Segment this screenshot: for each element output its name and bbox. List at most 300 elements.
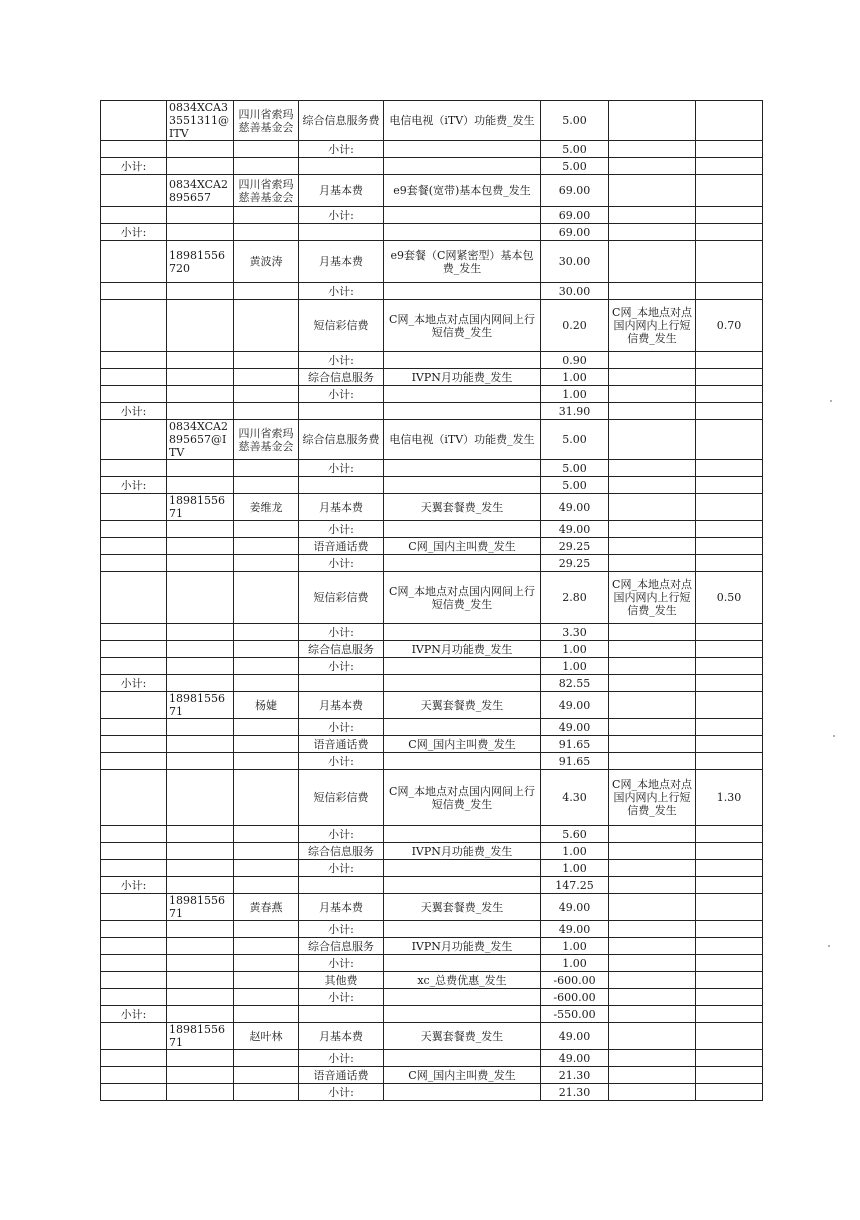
customer-name-cell (234, 555, 299, 572)
fee-item-cell (384, 460, 541, 477)
fee-type-cell: 小计: (299, 753, 384, 770)
subtotal-cell (101, 826, 167, 843)
account-cell (167, 736, 234, 753)
extra-amount-cell (696, 826, 763, 843)
fee-type-cell: 短信彩信费 (299, 770, 384, 826)
fee-item-cell (384, 403, 541, 420)
account-cell (167, 141, 234, 158)
subtotal-cell (101, 972, 167, 989)
table-body (101, 101, 763, 1101)
extra-item-cell (609, 736, 696, 753)
customer-name-cell (234, 1067, 299, 1084)
amount-cell: 1.00 (541, 641, 609, 658)
table-row (101, 538, 763, 555)
amount-cell: 49.00 (541, 494, 609, 521)
extra-amount-cell (696, 921, 763, 938)
fee-type-cell: 语音通话费 (299, 1067, 384, 1084)
extra-item-cell (609, 538, 696, 555)
amount-cell: 1.00 (541, 658, 609, 675)
fee-type-cell: 月基本费 (299, 494, 384, 521)
account-cell (167, 972, 234, 989)
table-row (101, 555, 763, 572)
amount-cell: 91.65 (541, 736, 609, 753)
fee-item-cell (384, 1084, 541, 1101)
account-cell (167, 460, 234, 477)
customer-name-cell (234, 141, 299, 158)
amount-cell: 0.20 (541, 300, 609, 352)
fee-item-cell: C网_本地点对点国内网间上行短信费_发生 (384, 770, 541, 826)
extra-amount-cell (696, 860, 763, 877)
extra-item-cell (609, 894, 696, 921)
extra-amount-cell (696, 736, 763, 753)
fee-type-cell: 语音通话费 (299, 538, 384, 555)
customer-name-cell (234, 158, 299, 175)
customer-name-cell (234, 572, 299, 624)
fee-item-cell: C网_本地点对点国内网间上行短信费_发生 (384, 300, 541, 352)
fee-type-cell: 小计: (299, 624, 384, 641)
fee-type-cell: 综合信息服务费 (299, 420, 384, 460)
subtotal-cell: 小计: (101, 877, 167, 894)
subtotal-cell (101, 938, 167, 955)
account-cell: 0834XCA2895657 (167, 175, 234, 207)
extra-item-cell (609, 624, 696, 641)
extra-item-cell (609, 826, 696, 843)
fee-type-cell: 小计: (299, 860, 384, 877)
table-row (101, 101, 763, 141)
subtotal-cell (101, 736, 167, 753)
table-row (101, 641, 763, 658)
fee-type-cell: 小计: (299, 283, 384, 300)
table-row (101, 877, 763, 894)
extra-amount-cell (696, 352, 763, 369)
subtotal-cell (101, 420, 167, 460)
table-row (101, 572, 763, 624)
table-row (101, 1050, 763, 1067)
account-cell (167, 224, 234, 241)
account-cell: 1898155671 (167, 692, 234, 719)
extra-item-cell (609, 719, 696, 736)
account-cell (167, 521, 234, 538)
extra-item-cell (609, 1050, 696, 1067)
extra-item-cell (609, 955, 696, 972)
account-cell (167, 207, 234, 224)
subtotal-cell: 小计: (101, 158, 167, 175)
extra-amount-cell (696, 938, 763, 955)
extra-amount-cell (696, 1050, 763, 1067)
amount-cell: -600.00 (541, 989, 609, 1006)
extra-item-cell (609, 843, 696, 860)
subtotal-cell (101, 572, 167, 624)
subtotal-cell (101, 300, 167, 352)
extra-amount-cell (696, 460, 763, 477)
fee-item-cell (384, 555, 541, 572)
amount-cell: 69.00 (541, 224, 609, 241)
table-row (101, 386, 763, 403)
fee-item-cell: C网_国内主叫费_发生 (384, 1067, 541, 1084)
account-cell (167, 158, 234, 175)
table-row (101, 860, 763, 877)
table-row (101, 241, 763, 283)
fee-type-cell: 月基本费 (299, 692, 384, 719)
extra-item-cell (609, 460, 696, 477)
fee-item-cell: e9套餐（C网紧密型）基本包费_发生 (384, 241, 541, 283)
extra-item-cell: C网_本地点对点国内网内上行短信费_发生 (609, 300, 696, 352)
fee-type-cell: 短信彩信费 (299, 572, 384, 624)
subtotal-cell (101, 641, 167, 658)
fee-type-cell: 综合信息服务 (299, 843, 384, 860)
subtotal-cell: 小计: (101, 477, 167, 494)
amount-cell: 49.00 (541, 1023, 609, 1050)
extra-amount-cell: 0.50 (696, 572, 763, 624)
customer-name-cell: 杨婕 (234, 692, 299, 719)
account-cell (167, 386, 234, 403)
account-cell (167, 352, 234, 369)
fee-item-cell (384, 624, 541, 641)
subtotal-cell (101, 494, 167, 521)
fee-type-cell: 小计: (299, 352, 384, 369)
account-cell (167, 403, 234, 420)
account-cell (167, 753, 234, 770)
fee-item-cell (384, 955, 541, 972)
customer-name-cell (234, 403, 299, 420)
account-cell (167, 955, 234, 972)
subtotal-cell: 小计: (101, 403, 167, 420)
fee-type-cell: 月基本费 (299, 241, 384, 283)
customer-name-cell (234, 207, 299, 224)
subtotal-cell (101, 692, 167, 719)
fee-type-cell: 小计: (299, 207, 384, 224)
customer-name-cell (234, 719, 299, 736)
customer-name-cell (234, 1006, 299, 1023)
customer-name-cell (234, 770, 299, 826)
account-cell (167, 477, 234, 494)
subtotal-cell (101, 719, 167, 736)
amount-cell: 49.00 (541, 521, 609, 538)
extra-amount-cell (696, 207, 763, 224)
amount-cell: 49.00 (541, 692, 609, 719)
extra-amount-cell (696, 521, 763, 538)
subtotal-cell (101, 386, 167, 403)
account-cell (167, 1084, 234, 1101)
fee-type-cell: 短信彩信费 (299, 300, 384, 352)
table-row (101, 1006, 763, 1023)
table-row (101, 719, 763, 736)
customer-name-cell: 黄波涛 (234, 241, 299, 283)
fee-item-cell (384, 386, 541, 403)
account-cell (167, 938, 234, 955)
subtotal-cell (101, 894, 167, 921)
fee-item-cell (384, 719, 541, 736)
subtotal-cell (101, 241, 167, 283)
amount-cell: 2.80 (541, 572, 609, 624)
customer-name-cell: 赵叶林 (234, 1023, 299, 1050)
fee-item-cell (384, 352, 541, 369)
table-row (101, 624, 763, 641)
amount-cell: 82.55 (541, 675, 609, 692)
customer-name-cell: 四川省索玛慈善基金会 (234, 420, 299, 460)
extra-amount-cell (696, 624, 763, 641)
amount-cell: -600.00 (541, 972, 609, 989)
fee-item-cell: 天翼套餐费_发生 (384, 894, 541, 921)
account-cell (167, 641, 234, 658)
fee-type-cell (299, 477, 384, 494)
table-row (101, 972, 763, 989)
subtotal-cell (101, 352, 167, 369)
fee-type-cell: 月基本费 (299, 1023, 384, 1050)
fee-item-cell (384, 224, 541, 241)
extra-amount-cell (696, 555, 763, 572)
customer-name-cell (234, 1050, 299, 1067)
subtotal-cell (101, 624, 167, 641)
fee-type-cell (299, 877, 384, 894)
extra-amount-cell (696, 283, 763, 300)
extra-item-cell (609, 101, 696, 141)
customer-name-cell (234, 955, 299, 972)
extra-item-cell (609, 938, 696, 955)
subtotal-cell (101, 843, 167, 860)
customer-name-cell: 四川省索玛慈善基金会 (234, 175, 299, 207)
fee-type-cell (299, 158, 384, 175)
account-cell: 1898155671 (167, 494, 234, 521)
amount-cell: 31.90 (541, 403, 609, 420)
customer-name-cell (234, 538, 299, 555)
customer-name-cell (234, 753, 299, 770)
extra-amount-cell (696, 719, 763, 736)
extra-amount-cell (696, 369, 763, 386)
amount-cell: 29.25 (541, 538, 609, 555)
fee-item-cell (384, 753, 541, 770)
account-cell (167, 843, 234, 860)
fee-item-cell (384, 860, 541, 877)
scan-speck (828, 945, 830, 947)
fee-type-cell: 小计: (299, 141, 384, 158)
table-row (101, 921, 763, 938)
account-cell (167, 1067, 234, 1084)
fee-type-cell: 小计: (299, 555, 384, 572)
subtotal-cell (101, 1084, 167, 1101)
extra-amount-cell (696, 538, 763, 555)
customer-name-cell (234, 624, 299, 641)
account-cell: 1898155671 (167, 1023, 234, 1050)
fee-type-cell (299, 675, 384, 692)
table-row (101, 141, 763, 158)
extra-item-cell (609, 241, 696, 283)
extra-amount-cell (696, 175, 763, 207)
extra-amount-cell (696, 972, 763, 989)
customer-name-cell (234, 1084, 299, 1101)
fee-item-cell (384, 675, 541, 692)
extra-amount-cell (696, 494, 763, 521)
fee-type-cell (299, 1006, 384, 1023)
account-cell: 18981556720 (167, 241, 234, 283)
customer-name-cell (234, 989, 299, 1006)
amount-cell: 5.60 (541, 826, 609, 843)
table-row (101, 770, 763, 826)
amount-cell: 1.00 (541, 955, 609, 972)
table-row (101, 658, 763, 675)
fee-item-cell: IVPN月功能费_发生 (384, 938, 541, 955)
fee-type-cell: 综合信息服务 (299, 938, 384, 955)
extra-item-cell (609, 1023, 696, 1050)
account-cell (167, 572, 234, 624)
extra-item-cell (609, 521, 696, 538)
extra-item-cell (609, 555, 696, 572)
customer-name-cell (234, 826, 299, 843)
subtotal-cell (101, 770, 167, 826)
table-row (101, 420, 763, 460)
table-row (101, 300, 763, 352)
account-cell (167, 675, 234, 692)
table-row (101, 736, 763, 753)
extra-item-cell (609, 352, 696, 369)
fee-item-cell: 电信电视（iTV）功能费_发生 (384, 101, 541, 141)
extra-item-cell (609, 1084, 696, 1101)
amount-cell: 49.00 (541, 894, 609, 921)
amount-cell: 1.00 (541, 386, 609, 403)
amount-cell: 1.00 (541, 843, 609, 860)
subtotal-cell (101, 175, 167, 207)
fee-type-cell: 综合信息服务 (299, 641, 384, 658)
extra-item-cell (609, 420, 696, 460)
fee-type-cell: 综合信息服务费 (299, 101, 384, 141)
account-cell (167, 658, 234, 675)
extra-item-cell (609, 283, 696, 300)
fee-type-cell: 小计: (299, 386, 384, 403)
fee-type-cell: 小计: (299, 658, 384, 675)
fee-type-cell: 小计: (299, 719, 384, 736)
extra-amount-cell: 1.30 (696, 770, 763, 826)
table-row (101, 955, 763, 972)
fee-type-cell: 小计: (299, 1050, 384, 1067)
fee-item-cell (384, 826, 541, 843)
customer-name-cell (234, 369, 299, 386)
subtotal-cell: 小计: (101, 224, 167, 241)
extra-item-cell (609, 860, 696, 877)
table-row (101, 403, 763, 420)
subtotal-cell (101, 989, 167, 1006)
amount-cell: 1.00 (541, 938, 609, 955)
amount-cell: 147.25 (541, 877, 609, 894)
subtotal-cell (101, 1067, 167, 1084)
table-row (101, 989, 763, 1006)
amount-cell: 29.25 (541, 555, 609, 572)
account-cell: 0834XCA2895657@ITV (167, 420, 234, 460)
amount-cell: 49.00 (541, 921, 609, 938)
extra-item-cell (609, 675, 696, 692)
amount-cell: 21.30 (541, 1067, 609, 1084)
table-row (101, 224, 763, 241)
subtotal-cell (101, 1050, 167, 1067)
account-cell (167, 369, 234, 386)
extra-amount-cell (696, 753, 763, 770)
extra-amount-cell (696, 1084, 763, 1101)
subtotal-cell: 小计: (101, 1006, 167, 1023)
extra-amount-cell (696, 1006, 763, 1023)
table-row (101, 1067, 763, 1084)
customer-name-cell (234, 972, 299, 989)
subtotal-cell (101, 921, 167, 938)
table-row (101, 283, 763, 300)
scan-speck (830, 400, 832, 402)
subtotal-cell (101, 460, 167, 477)
subtotal-cell (101, 860, 167, 877)
extra-item-cell (609, 877, 696, 894)
amount-cell: 91.65 (541, 753, 609, 770)
customer-name-cell (234, 736, 299, 753)
extra-item-cell (609, 1006, 696, 1023)
fee-item-cell: C网_国内主叫费_发生 (384, 538, 541, 555)
extra-amount-cell (696, 241, 763, 283)
amount-cell: 5.00 (541, 141, 609, 158)
extra-item-cell (609, 1067, 696, 1084)
extra-item-cell (609, 753, 696, 770)
customer-name-cell (234, 921, 299, 938)
billing-detail-table (100, 100, 763, 1101)
fee-item-cell: 天翼套餐费_发生 (384, 1023, 541, 1050)
fee-type-cell: 语音通话费 (299, 736, 384, 753)
fee-type-cell: 小计: (299, 1084, 384, 1101)
extra-item-cell: C网_本地点对点国内网内上行短信费_发生 (609, 572, 696, 624)
customer-name-cell: 黄春燕 (234, 894, 299, 921)
fee-item-cell: 电信电视（iTV）功能费_发生 (384, 420, 541, 460)
amount-cell: 49.00 (541, 1050, 609, 1067)
account-cell (167, 1050, 234, 1067)
scan-speck (833, 735, 835, 737)
fee-item-cell (384, 921, 541, 938)
table-row (101, 692, 763, 719)
table-row (101, 843, 763, 860)
table-row (101, 521, 763, 538)
amount-cell: 1.00 (541, 369, 609, 386)
account-cell (167, 921, 234, 938)
extra-item-cell (609, 477, 696, 494)
customer-name-cell (234, 675, 299, 692)
extra-item-cell (609, 658, 696, 675)
customer-name-cell: 四川省索玛慈善基金会 (234, 101, 299, 141)
amount-cell: 30.00 (541, 283, 609, 300)
customer-name-cell (234, 521, 299, 538)
table-row (101, 352, 763, 369)
customer-name-cell: 姜维龙 (234, 494, 299, 521)
account-cell (167, 989, 234, 1006)
fee-item-cell (384, 658, 541, 675)
table-row (101, 369, 763, 386)
fee-type-cell: 小计: (299, 921, 384, 938)
subtotal-cell (101, 955, 167, 972)
extra-item-cell (609, 641, 696, 658)
fee-item-cell: 天翼套餐费_发生 (384, 692, 541, 719)
amount-cell: 49.00 (541, 719, 609, 736)
extra-amount-cell (696, 101, 763, 141)
fee-item-cell (384, 477, 541, 494)
subtotal-cell (101, 521, 167, 538)
customer-name-cell (234, 386, 299, 403)
table-row (101, 826, 763, 843)
account-cell (167, 624, 234, 641)
extra-item-cell (609, 141, 696, 158)
customer-name-cell (234, 224, 299, 241)
fee-type-cell (299, 403, 384, 420)
fee-type-cell: 小计: (299, 989, 384, 1006)
extra-amount-cell (696, 843, 763, 860)
table-row (101, 1084, 763, 1101)
fee-item-cell (384, 283, 541, 300)
fee-type-cell: 其他费 (299, 972, 384, 989)
extra-item-cell (609, 692, 696, 719)
account-cell: 0834XCA33551311@ITV (167, 101, 234, 141)
subtotal-cell (101, 555, 167, 572)
fee-type-cell (299, 224, 384, 241)
